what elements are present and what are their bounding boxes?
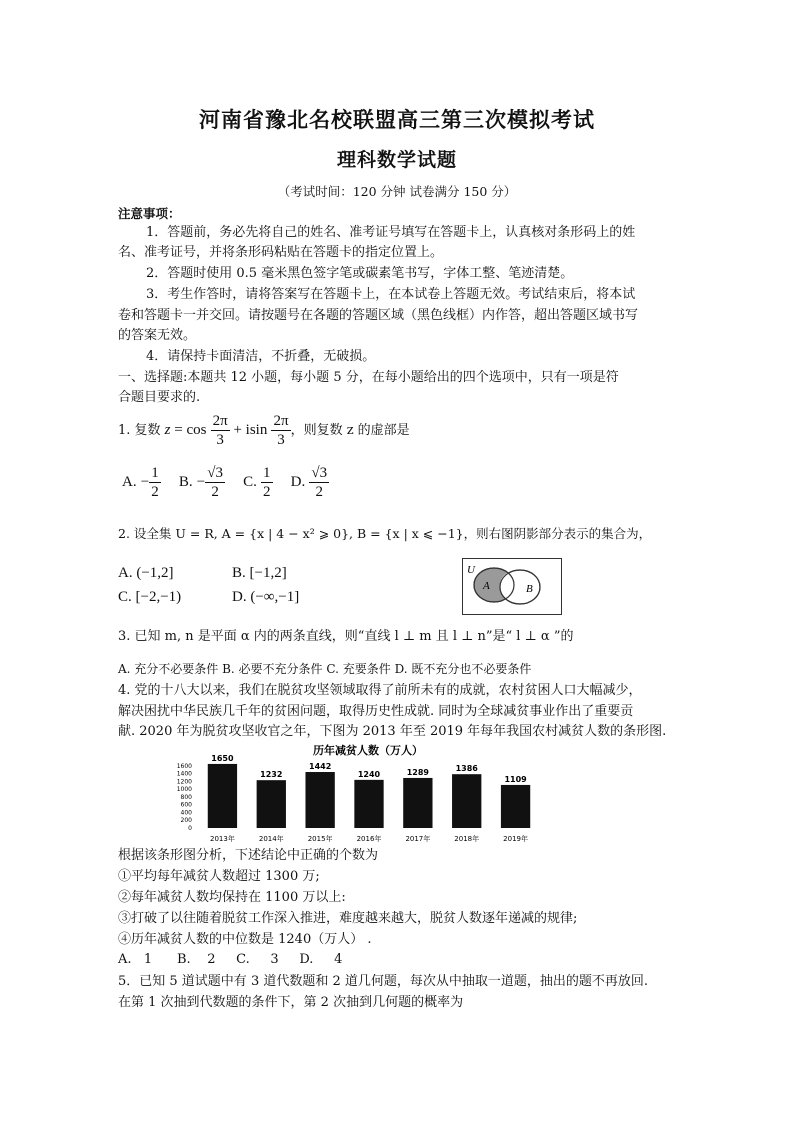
q1-option-a-label: A. <box>122 474 137 490</box>
bar-2014年 <box>257 780 286 828</box>
bar-value-label: 1442 <box>309 762 332 772</box>
q4-line3: 献. 2020 年为脱贫攻坚收官之年，下图为 2013 年至 2019 年每年我国农村减贫人数的条形图. <box>118 724 667 739</box>
q1-option-a-den: 2 <box>151 484 159 500</box>
q1-frac2-den: 3 <box>277 432 285 448</box>
section1-line1: 一、选择题:本题共 12 小题，每小题 5 分，在每小题给出的四个选项中，只有一项是符 <box>118 370 619 385</box>
q1-option-b-den: 2 <box>211 484 219 500</box>
bar-value-label: 1232 <box>260 770 283 780</box>
q1-option-d-num: √3 <box>311 465 328 481</box>
note-3a: 3．考生作答时，请将答案写在答题卡上，在本试卷上答题无效。考试结束后，将本试 <box>146 287 636 302</box>
poverty-bar-chart <box>168 740 546 848</box>
q4-after-3: ②每年减贫人数均保持在 1100 万以上: <box>118 890 346 905</box>
note-3b: 卷和答题卡一并交回。请按题号在各题的答题区域（黑色线框）内作答，超出答题区域书写 <box>118 308 639 323</box>
y-tick-label: 800 <box>180 793 192 801</box>
q1-option-d-frac <box>309 464 329 501</box>
q1-option-b-frac <box>205 464 225 501</box>
x-tick-label: 2017年 <box>405 835 431 843</box>
q5-line2: 在第 1 次抽到代数题的条件下，第 2 次抽到几何题的概率为 <box>118 995 464 1010</box>
q1-option-a-sign: − <box>140 474 150 490</box>
q1-z: z <box>164 422 171 438</box>
q1-option-c-num: 1 <box>263 465 271 481</box>
q4-after-2: ①平均每年减贫人数超过 1300 万; <box>118 869 320 884</box>
venn-label-b: B <box>526 583 533 595</box>
bar-2015年 <box>305 772 334 828</box>
q1-option-d <box>291 462 329 503</box>
q1-option-b <box>179 462 225 503</box>
x-tick-label: 2015年 <box>307 835 333 843</box>
bar-2019年 <box>501 785 530 828</box>
q1-options <box>118 462 678 502</box>
x-tick-label: 2016年 <box>356 835 382 843</box>
q1-frac2-num: 2π <box>273 413 289 429</box>
notes-heading: 注意事项： <box>118 206 181 221</box>
y-tick-label: 200 <box>180 817 192 825</box>
q1-plus: + isin <box>229 422 268 438</box>
venn-svg <box>463 559 561 614</box>
bar-value-label: 1289 <box>406 767 429 777</box>
note-1a: 1．答题前，务必先将自己的姓名、准考证号填写在答题卡上，认真核对条形码上的姓 <box>146 225 636 240</box>
exam-title: 河南省豫北名校联盟高三第三次模拟考试 <box>199 108 595 132</box>
q1-frac1-num: 2π <box>212 413 228 429</box>
q2-option-d: D. (−∞,−1] <box>232 589 300 605</box>
q2-option-a: A. (−1,2] <box>118 565 174 581</box>
q1-option-a-num: 1 <box>151 465 159 481</box>
q1-option-d-label: D. <box>290 474 306 490</box>
x-tick-label: 2014年 <box>258 835 284 843</box>
bar-2016年 <box>354 780 383 828</box>
q1-prefix: 1. 复数 <box>118 423 165 438</box>
bar-value-label: 1240 <box>357 769 381 779</box>
y-tick-label: 1200 <box>176 778 192 786</box>
q1-option-c-den: 2 <box>263 484 271 500</box>
x-tick-label: 2019年 <box>503 835 528 843</box>
q2-option-b: B. [−1,2] <box>232 565 287 581</box>
chart-title: 历年减贫人数（万人） <box>313 744 423 757</box>
q1-option-d-den: 2 <box>315 484 323 500</box>
bar-value-label: 1109 <box>504 774 527 784</box>
venn-label-a: A <box>483 580 490 592</box>
bar-2018年 <box>452 774 481 828</box>
y-tick-label: 1600 <box>176 762 192 770</box>
x-tick-label: 2018年 <box>454 835 480 843</box>
q1-frac-2 <box>271 412 290 449</box>
q1-option-a-frac <box>149 464 161 501</box>
y-tick-label: 1400 <box>176 770 192 778</box>
bar-2013年 <box>208 764 237 828</box>
q1-option-c <box>243 462 272 503</box>
q4-after-1: 根据该条形图分析，下述结论中正确的个数为 <box>118 848 379 863</box>
q5-line1: 5．已知 5 道试题中有 3 道代数题和 2 道几何题，每次从中抽取一道题，抽出的题不再放回. <box>118 974 649 989</box>
bar-value-label: 1650 <box>211 753 234 763</box>
y-tick-label: 0 <box>188 825 192 832</box>
exam-info: （考试时间：120 分钟 试卷满分 150 分） <box>277 184 517 199</box>
q1-suffix: ，则复数 z 的虚部是 <box>290 423 410 438</box>
question-3: 3. 已知 m, n 是平面 α 内的两条直线，则“直线 l ⊥ m 且 l ⊥ n”是“ l ⊥ α ”的 <box>118 629 574 644</box>
y-tick-label: 600 <box>180 801 192 809</box>
q1-option-a <box>122 462 161 503</box>
q4-after-5: ④历年减贫人数的中位数是 1240（万人） . <box>118 932 372 947</box>
q1-option-b-num: √3 <box>207 465 223 481</box>
q1-eq: = cos <box>170 422 207 438</box>
q1-option-b-label: B. <box>178 474 193 490</box>
bar-value-label: 1386 <box>455 764 478 774</box>
x-tick-label: 2013年 <box>210 835 235 843</box>
note-3c: 的答案无效。 <box>118 328 197 343</box>
q1-option-b-sign: − <box>196 474 206 490</box>
note-4: 4．请保持卡面清洁，不折叠，无破损。 <box>146 349 376 364</box>
y-tick-label: 400 <box>180 809 192 817</box>
q1-option-c-frac <box>261 464 273 501</box>
question-1 <box>118 410 678 450</box>
note-2: 2．答题时使用 0.5 毫米黑色签字笔或碳素笔书写，字体工整、笔迹清楚。 <box>146 266 574 281</box>
section1-line2: 合题目要求的. <box>118 390 201 405</box>
q3-options: A. 充分不必要条件 B. 必要不充分条件 C. 充要条件 D. 既不充分也不必要条件 <box>118 662 532 676</box>
venn-diagram <box>462 558 562 615</box>
y-tick-label: 1000 <box>176 786 192 794</box>
note-1b: 名、准考证号，并将条形码粘贴在答题卡的指定位置上。 <box>118 245 444 260</box>
bar-2017年 <box>403 778 432 828</box>
q1-frac1-den: 3 <box>216 432 224 448</box>
q4-line1: 4. 党的十八大以来，我们在脱贫攻坚领域取得了前所未有的成就，农村贫困人口大幅减少， <box>118 683 642 698</box>
q4-line2: 解决困扰中华民族几千年的贫困问题，取得历史性成就. 同时为全球减贫事业作出了重要贡 <box>118 704 634 719</box>
q2-option-c: C. [−2,−1) <box>118 589 182 605</box>
venn-label-u: U <box>467 564 475 576</box>
q4-options: A. 1 B. 2 C. 3 D. 4 <box>118 952 343 967</box>
chart-svg <box>168 740 546 848</box>
question-2: 2. 设全集 U = R, A = {x | 4 − x² ⩾ 0}, B = {x | x ⩽ −1}，则右图阴影部分表示的集合为， <box>118 526 652 541</box>
q1-frac-1 <box>211 412 230 449</box>
q1-option-c-label: C. <box>243 474 257 490</box>
q4-after-4: ③打破了以往随着脱贫工作深入推进，难度越来越大，脱贫人数逐年递减的规律; <box>118 911 578 926</box>
exam-subtitle: 理科数学试题 <box>336 149 457 171</box>
